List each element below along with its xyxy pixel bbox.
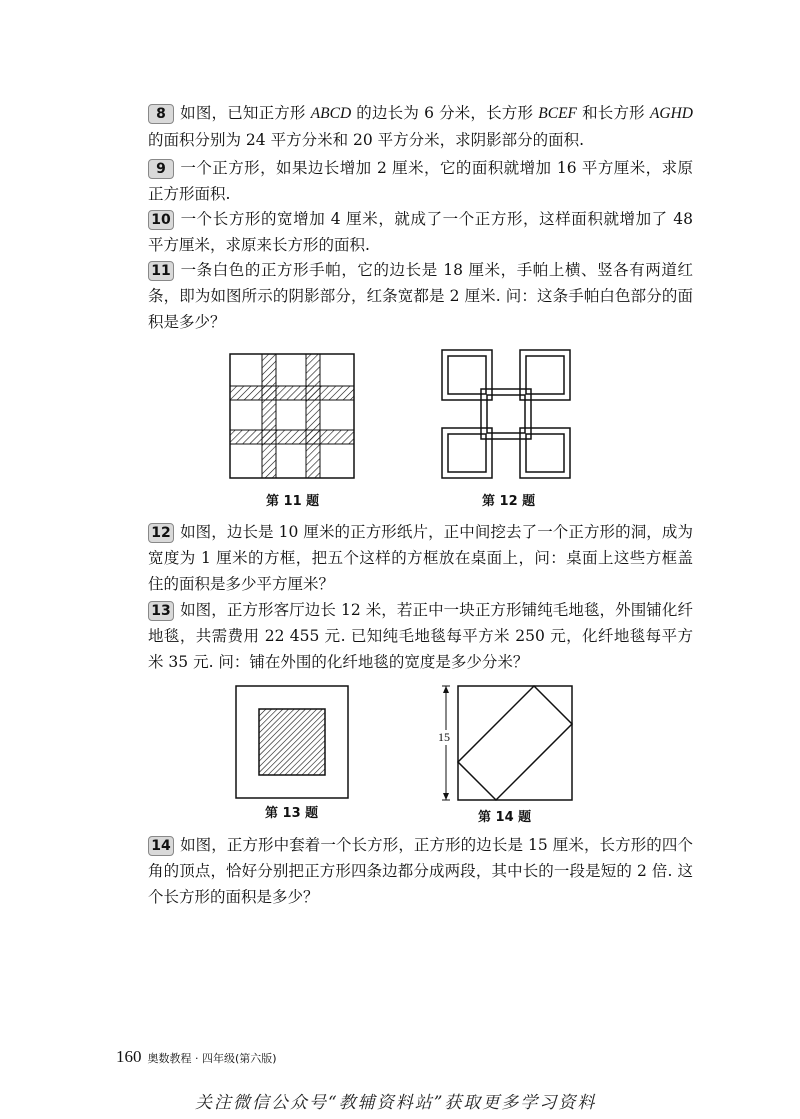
watermark: 关注微信公众号“教辅资料站”获取更多学习资料 [195,1093,597,1113]
problem-text: 的面积分别为 24 平方分米和 20 平方分米，求阴影部分的面积. [148,131,585,149]
problem-number: 8 [148,104,174,124]
caption-fig-14: 第 14 题 [478,810,532,825]
problem-text: 如图，边长是 10 厘米的正方形纸片，正中间挖去了一个正方形的洞，成为宽度为 1 厘米的方框，把五个这样的方框放在桌面上，问：桌面上这些方框盖住的面积是多少平方厘米？ [148,523,693,593]
problem-text: 如图，已知正方形 [180,104,311,122]
caption-fig-12: 第 12 题 [482,494,536,509]
problem-number: 9 [148,159,174,179]
figure-11-handkerchief [228,352,358,482]
problem-14 [148,832,693,910]
problem-number: 14 [148,836,174,856]
problem-text: 一条白色的正方形手帕，它的边长是 18 厘米，手帕上横、竖各有两道红条，即为如图所示的阴影部分，红条宽都是 2 厘米. 问：这条手帕白色部分的面积是多少？ [148,261,693,331]
problem-text: 的边长为 6 分米，长方形 [351,104,539,122]
figure-14-inscribed-rectangle [436,682,580,802]
problem-text: 一个正方形，如果边长增加 2 厘米，它的面积就增加 16 平方厘米，求原正方形面积. [148,159,693,203]
math-label: AGHD [649,105,694,122]
problem-number: 13 [148,601,174,621]
page-footer [116,1047,277,1067]
problem-text: 如图，正方形中套着一个长方形，正方形的边长是 15 厘米，长方形的四个角的顶点，恰好分别把正方形四条边都分成两段，其中长的一段是短的 2 倍. 这个长方形的面积是多少？ [148,836,693,906]
problem-text: 一个长方形的宽增加 4 厘米，就成了一个正方形，这样面积就增加了 48 平方厘米，求原来长方形的面积. [148,210,693,254]
figure-12-frames [440,348,572,480]
problem-number: 12 [148,523,174,543]
math-label: BCEF [538,105,578,122]
problem-12 [148,519,693,597]
problem-13 [148,597,693,675]
caption-fig-13: 第 13 题 [265,806,319,821]
problem-text: 如图，正方形客厅边长 12 米，若正中一块正方形铺纯毛地毯，外围铺化纤地毯，共需费用 22 455 元. 已知纯毛地毯每平方米 250 元，化纤地毯每平方米 35 元. 问：铺在外围的化纤地毯的宽度是多少分米？ [148,601,693,671]
problem-10 [148,206,693,258]
figure-13-carpet [234,684,350,800]
page-number: 160 [116,1047,142,1066]
math-label: ABCD [310,105,352,122]
caption-fig-11: 第 11 题 [266,494,320,509]
problem-8 [148,100,693,153]
problem-text: 和长方形 [577,104,650,122]
problem-9 [148,155,693,207]
problem-11 [148,257,693,335]
problem-number: 10 [148,210,174,230]
book-title: 奥数教程 · 四年级(第六版) [147,1052,277,1065]
problem-number: 11 [148,261,174,281]
fig-14-side-label: 15 [438,730,450,744]
